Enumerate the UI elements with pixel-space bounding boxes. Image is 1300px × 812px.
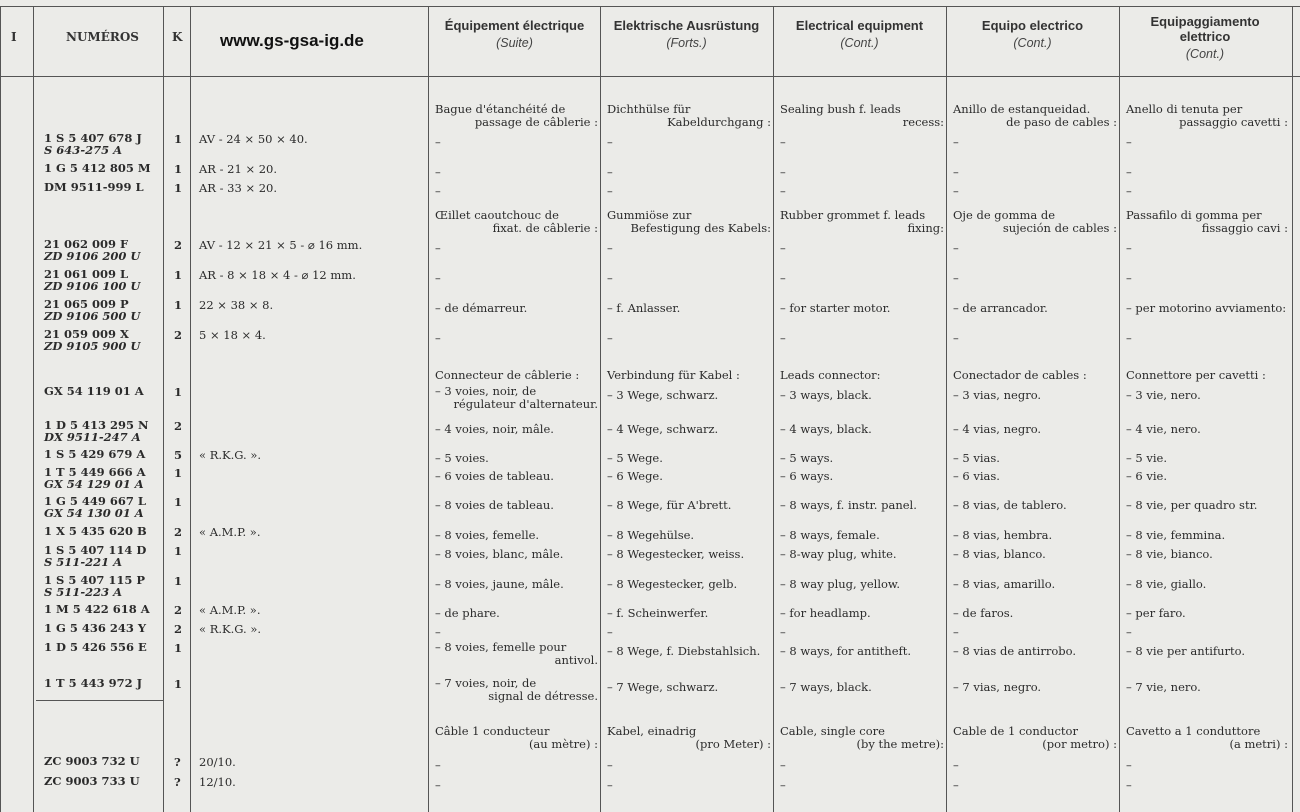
desc-en: – 8 ways, for antitheft. [780, 644, 912, 658]
desc-en: – [780, 758, 786, 772]
desc-en: Leads connector: [780, 368, 881, 382]
desc-it: – [1126, 778, 1132, 792]
desc-es: – [953, 241, 959, 255]
desc-es: Cable de 1 conductor [953, 724, 1078, 738]
quantity: ? [174, 775, 181, 789]
desc-de: – [607, 625, 613, 639]
desc-de: – 8 Wegestecker, gelb. [607, 577, 738, 591]
desc-es: – 7 vias, negro. [953, 680, 1042, 694]
dimensions: 20/10. [199, 755, 236, 769]
col-divider [600, 6, 601, 812]
part-number-alt: DX 9511-247 A [44, 430, 141, 444]
dimensions: « A.M.P. ». [199, 603, 261, 617]
desc-de: – 4 Wege, schwarz. [607, 422, 719, 436]
quantity: 1 [174, 162, 183, 176]
col-divider [190, 6, 191, 812]
desc-es: – 3 vias, negro. [953, 388, 1042, 402]
desc-es: Conectador de cables : [953, 368, 1087, 382]
desc-it: – [1126, 331, 1132, 345]
desc-it: – [1126, 184, 1132, 198]
quantity: 1 [174, 466, 183, 480]
desc-fr: – 6 voies de tableau. [435, 469, 554, 483]
desc-de: – [607, 758, 613, 772]
desc-es: – [953, 271, 959, 285]
desc-fr: – 8 voies, femelle. [435, 528, 540, 542]
desc-de: – [607, 241, 613, 255]
part-number: 1 G 5 436 243 Y [44, 621, 147, 635]
part-number: 1 M 5 422 618 A [44, 602, 150, 616]
desc-fr: Bague d'étanchéité de [435, 102, 566, 116]
col-header-it-sub: (Cont.) [1185, 47, 1225, 61]
desc-it: – per motorino avviamento: [1126, 301, 1287, 315]
desc-it: Cavetto a 1 conduttore [1126, 724, 1261, 738]
desc-fr: – [435, 165, 441, 179]
quantity: 1 [174, 641, 183, 655]
desc-es-cont: (por metro) : [1042, 737, 1117, 751]
desc-en: Cable, single core [780, 724, 885, 738]
desc-en: – 5 ways. [780, 451, 834, 465]
desc-fr: Câble 1 conducteur [435, 724, 550, 738]
desc-en: – [780, 241, 786, 255]
col-header-i: I [11, 30, 17, 44]
desc-es: Anillo de estanqueidad. [953, 102, 1091, 116]
part-number-alt: ZD 9106 200 U [44, 249, 141, 263]
part-number: DM 9511-999 L [44, 180, 144, 194]
col-header-fr-title: Équipement électrique [444, 18, 585, 33]
website-watermark: www.gs-gsa-ig.de [220, 31, 364, 50]
desc-de: – f. Scheinwerfer. [607, 606, 709, 620]
part-number-alt: S 643-275 A [44, 143, 123, 157]
header-bottom-border [0, 76, 1300, 77]
desc-en: – 6 ways. [780, 469, 834, 483]
col-header-es-title: Equipo electrico [981, 18, 1084, 33]
part-number: 1 D 5 426 556 E [44, 640, 147, 654]
desc-en: – [780, 184, 786, 198]
desc-it: – 8 vie, femmina. [1126, 528, 1226, 542]
desc-fr-cont: (au mètre) : [528, 737, 598, 751]
part-number-alt: GX 54 130 01 A [44, 506, 144, 520]
desc-fr: – [435, 758, 441, 772]
desc-en: – [780, 331, 786, 345]
col-header-fr [428, 18, 601, 50]
part-number: 1 G 5 449 667 L [44, 494, 146, 508]
part-number: 1 S 5 407 115 P [44, 573, 145, 587]
col-header-de-sub: (Forts.) [666, 36, 707, 50]
quantity: 2 [174, 419, 183, 433]
dimensions: AR - 21 × 20. [199, 162, 278, 176]
desc-de: – 5 Wege. [607, 451, 663, 465]
desc-fr-cont: antivol. [554, 653, 598, 667]
desc-en: – [780, 778, 786, 792]
quantity: 2 [174, 238, 183, 252]
desc-fr: – [435, 625, 441, 639]
desc-it: – [1126, 271, 1132, 285]
desc-de: – 8 Wegestecker, weiss. [607, 547, 745, 561]
desc-es: – [953, 758, 959, 772]
part-number-alt: ZD 9106 100 U [44, 279, 141, 293]
desc-de-cont: Kabeldurchgang : [667, 115, 771, 129]
part-number: 21 065 009 P [44, 297, 129, 311]
dimensions: 22 × 38 × 8. [199, 298, 274, 312]
desc-fr: – [435, 241, 441, 255]
desc-fr: – de phare. [435, 606, 500, 620]
desc-fr-cont: régulateur d'alternateur. [453, 397, 598, 411]
desc-es: – 4 vias, negro. [953, 422, 1042, 436]
col-header-en-title: Electrical equipment [795, 18, 924, 33]
desc-fr: – 8 voies de tableau. [435, 498, 554, 512]
part-number: 1 S 5 407 678 J [44, 131, 142, 145]
quantity: 1 [174, 385, 183, 399]
desc-it: – 6 vie. [1126, 469, 1168, 483]
desc-fr-cont: fixat. de câblerie : [492, 221, 598, 235]
dimensions: « R.K.G. ». [199, 448, 262, 462]
desc-es: – [953, 165, 959, 179]
part-number: 21 059 009 X [44, 327, 129, 341]
desc-en: – for headlamp. [780, 606, 871, 620]
desc-fr: – [435, 331, 441, 345]
desc-it: – 4 vie, nero. [1126, 422, 1201, 436]
desc-es: – 5 vias. [953, 451, 1000, 465]
quantity: 2 [174, 622, 183, 636]
desc-fr: – 8 voies, blanc, mâle. [435, 547, 564, 561]
quantity: 1 [174, 181, 183, 195]
col-divider [773, 6, 774, 812]
desc-de-cont: (pro Meter) : [695, 737, 771, 751]
desc-es: – 8 vias, amarillo. [953, 577, 1056, 591]
col-divider [946, 6, 947, 812]
desc-it: – [1126, 758, 1132, 772]
quantity: 1 [174, 132, 183, 146]
desc-en: Rubber grommet f. leads [780, 208, 926, 222]
desc-it: Connettore per cavetti : [1126, 368, 1266, 382]
desc-en-cont: fixing: [907, 221, 944, 235]
desc-fr: Connecteur de câblerie : [435, 368, 580, 382]
desc-it-cont: passaggio cavetti : [1179, 115, 1288, 129]
quantity: 2 [174, 328, 183, 342]
part-number: GX 54 119 01 A [44, 384, 144, 398]
part-number: ZC 9003 732 U [44, 754, 140, 768]
part-number-alt: S 511-221 A [44, 555, 123, 569]
desc-en: – 7 ways, black. [780, 680, 872, 694]
part-number: 21 062 009 F [44, 237, 129, 251]
desc-en: – [780, 165, 786, 179]
quantity: 1 [174, 677, 183, 691]
desc-es: Oje de gomma de [953, 208, 1056, 222]
quantity: 2 [174, 525, 183, 539]
col-divider [33, 6, 34, 812]
part-number-alt: GX 54 129 01 A [44, 477, 144, 491]
desc-it: – 3 vie, nero. [1126, 388, 1201, 402]
quantity: 2 [174, 603, 183, 617]
part-number-alt: ZD 9105 900 U [44, 339, 141, 353]
desc-fr: – 3 voies, noir, de [435, 384, 537, 398]
quantity: 1 [174, 544, 183, 558]
quantity: 1 [174, 298, 183, 312]
col-header-it-title: Equipaggiamento elettrico [1150, 14, 1260, 44]
desc-it-cont: fissaggio cavi : [1201, 221, 1288, 235]
desc-fr: – de démarreur. [435, 301, 528, 315]
desc-fr-cont: signal de détresse. [488, 689, 598, 703]
desc-de: – 8 Wege, für A'brett. [607, 498, 732, 512]
quantity: ? [174, 755, 181, 769]
desc-es: – [953, 625, 959, 639]
desc-it: – 8 vie, bianco. [1126, 547, 1213, 561]
col-header-fr-sub: (Suite) [496, 36, 533, 50]
desc-fr: Œillet caoutchouc de [435, 208, 559, 222]
desc-fr: – [435, 184, 441, 198]
part-number-alt: S 511-223 A [44, 585, 123, 599]
col-divider [1119, 6, 1120, 812]
desc-fr: – 8 voies, jaune, mâle. [435, 577, 564, 591]
col-header-en [773, 18, 946, 50]
desc-en: – 8 way plug, yellow. [780, 577, 901, 591]
desc-de: Gummiöse zur [607, 208, 692, 222]
desc-it: – per faro. [1126, 606, 1186, 620]
desc-it: Passafilo di gomma per [1126, 208, 1262, 222]
dimensions: « A.M.P. ». [199, 525, 261, 539]
desc-en: – 8 ways, female. [780, 528, 880, 542]
desc-es: – [953, 331, 959, 345]
dimensions: AR - 33 × 20. [199, 181, 278, 195]
desc-es: – 8 vias de antirrobo. [953, 644, 1077, 658]
part-number: 1 S 5 429 679 A [44, 447, 146, 461]
desc-it: – 8 vie, giallo. [1126, 577, 1207, 591]
desc-es: – [953, 184, 959, 198]
part-number: 1 T 5 449 666 A [44, 465, 146, 479]
desc-it: – [1126, 625, 1132, 639]
desc-de: – [607, 778, 613, 792]
col-header-en-sub: (Cont.) [840, 36, 879, 50]
desc-de: – [607, 165, 613, 179]
desc-fr: – 5 voies. [435, 451, 489, 465]
desc-de: – [607, 135, 613, 149]
desc-de: – [607, 271, 613, 285]
desc-en: – [780, 135, 786, 149]
desc-de: Verbindung für Kabel : [607, 368, 740, 382]
desc-es: – 8 vias, hembra. [953, 528, 1053, 542]
left-border [0, 6, 1, 812]
desc-it: – 7 vie, nero. [1126, 680, 1201, 694]
desc-de: Dichthülse für [607, 102, 691, 116]
desc-en: – [780, 271, 786, 285]
desc-it: – [1126, 135, 1132, 149]
dimensions: AV - 24 × 50 × 40. [199, 132, 308, 146]
desc-de: – 6 Wege. [607, 469, 663, 483]
dimensions: 5 × 18 × 4. [199, 328, 266, 342]
desc-en: – 3 ways, black. [780, 388, 872, 402]
quantity: 1 [174, 268, 183, 282]
col-header-es [946, 18, 1119, 50]
desc-it-cont: (a metri) : [1229, 737, 1288, 751]
col-header-it [1135, 14, 1275, 61]
col-header-k: K [172, 30, 183, 44]
desc-fr: – [435, 778, 441, 792]
desc-fr: – 7 voies, noir, de [435, 676, 537, 690]
desc-de: Kabel, einadrig [607, 724, 697, 738]
desc-it: – [1126, 165, 1132, 179]
desc-fr: – 8 voies, femelle pour [435, 640, 567, 654]
desc-es: – [953, 135, 959, 149]
desc-es-cont: sujeción de cables : [1002, 221, 1117, 235]
desc-de: – 7 Wege, schwarz. [607, 680, 719, 694]
desc-en: – 8-way plug, white. [780, 547, 897, 561]
col-divider [163, 6, 164, 812]
desc-fr: – 4 voies, noir, mâle. [435, 422, 554, 436]
quantity: 1 [174, 574, 183, 588]
dimensions: AR - 8 × 18 × 4 - ⌀ 12 mm. [199, 268, 356, 282]
desc-it: – 8 vie, per quadro str. [1126, 498, 1258, 512]
part-number: ZC 9003 733 U [44, 774, 140, 788]
desc-en: – for starter motor. [780, 301, 891, 315]
dimensions: AV - 12 × 21 × 5 - ⌀ 16 mm. [199, 238, 363, 252]
desc-fr-cont: passage de câblerie : [474, 115, 598, 129]
desc-en: Sealing bush f. leads [780, 102, 901, 116]
desc-it: Anello di tenuta per [1126, 102, 1243, 116]
part-number: 1 T 5 443 972 J [44, 676, 143, 690]
col-header-es-sub: (Cont.) [1013, 36, 1052, 50]
part-number: 21 061 009 L [44, 267, 129, 281]
dimensions: 12/10. [199, 775, 236, 789]
desc-de: – 8 Wegehülse. [607, 528, 695, 542]
desc-en-cont: (by the metre): [856, 737, 944, 751]
desc-es: – de faros. [953, 606, 1014, 620]
desc-es: – 6 vias. [953, 469, 1000, 483]
desc-it: – 8 vie per antifurto. [1126, 644, 1246, 658]
desc-es: – de arrancador. [953, 301, 1048, 315]
desc-de-cont: Befestigung des Kabels: [630, 221, 771, 235]
desc-en-cont: recess: [902, 115, 944, 129]
dimensions: « R.K.G. ». [199, 622, 262, 636]
desc-es: – 8 vias, blanco. [953, 547, 1046, 561]
col-divider [428, 6, 429, 812]
part-number: 1 D 5 413 295 N [44, 418, 149, 432]
desc-de: – [607, 184, 613, 198]
part-number: 1 X 5 435 620 B [44, 524, 147, 538]
desc-de: – 3 Wege, schwarz. [607, 388, 719, 402]
part-number: 1 S 5 407 114 D [44, 543, 147, 557]
desc-fr: – [435, 135, 441, 149]
group-separator [36, 700, 164, 701]
quantity: 5 [174, 448, 183, 462]
desc-fr: – [435, 271, 441, 285]
desc-de: – 8 Wege, f. Diebstahlsich. [607, 644, 761, 658]
right-border [1292, 6, 1293, 812]
col-header-de [600, 18, 773, 50]
desc-it: – 5 vie. [1126, 451, 1168, 465]
desc-es: – [953, 778, 959, 792]
top-border [0, 6, 1300, 7]
part-number: 1 G 5 412 805 M [44, 161, 151, 175]
desc-es: – 8 vias, de tablero. [953, 498, 1067, 512]
desc-es-cont: de paso de cables : [1006, 115, 1117, 129]
quantity: 1 [174, 495, 183, 509]
desc-en: – 8 ways, f. instr. panel. [780, 498, 917, 512]
desc-en: – 4 ways, black. [780, 422, 872, 436]
desc-en: – [780, 625, 786, 639]
part-number-alt: ZD 9106 500 U [44, 309, 141, 323]
col-header-numeros: NUMÉROS [66, 30, 139, 44]
desc-it: – [1126, 241, 1132, 255]
desc-de: – [607, 331, 613, 345]
desc-de: – f. Anlasser. [607, 301, 681, 315]
col-header-de-title: Elektrische Ausrüstung [613, 18, 760, 33]
